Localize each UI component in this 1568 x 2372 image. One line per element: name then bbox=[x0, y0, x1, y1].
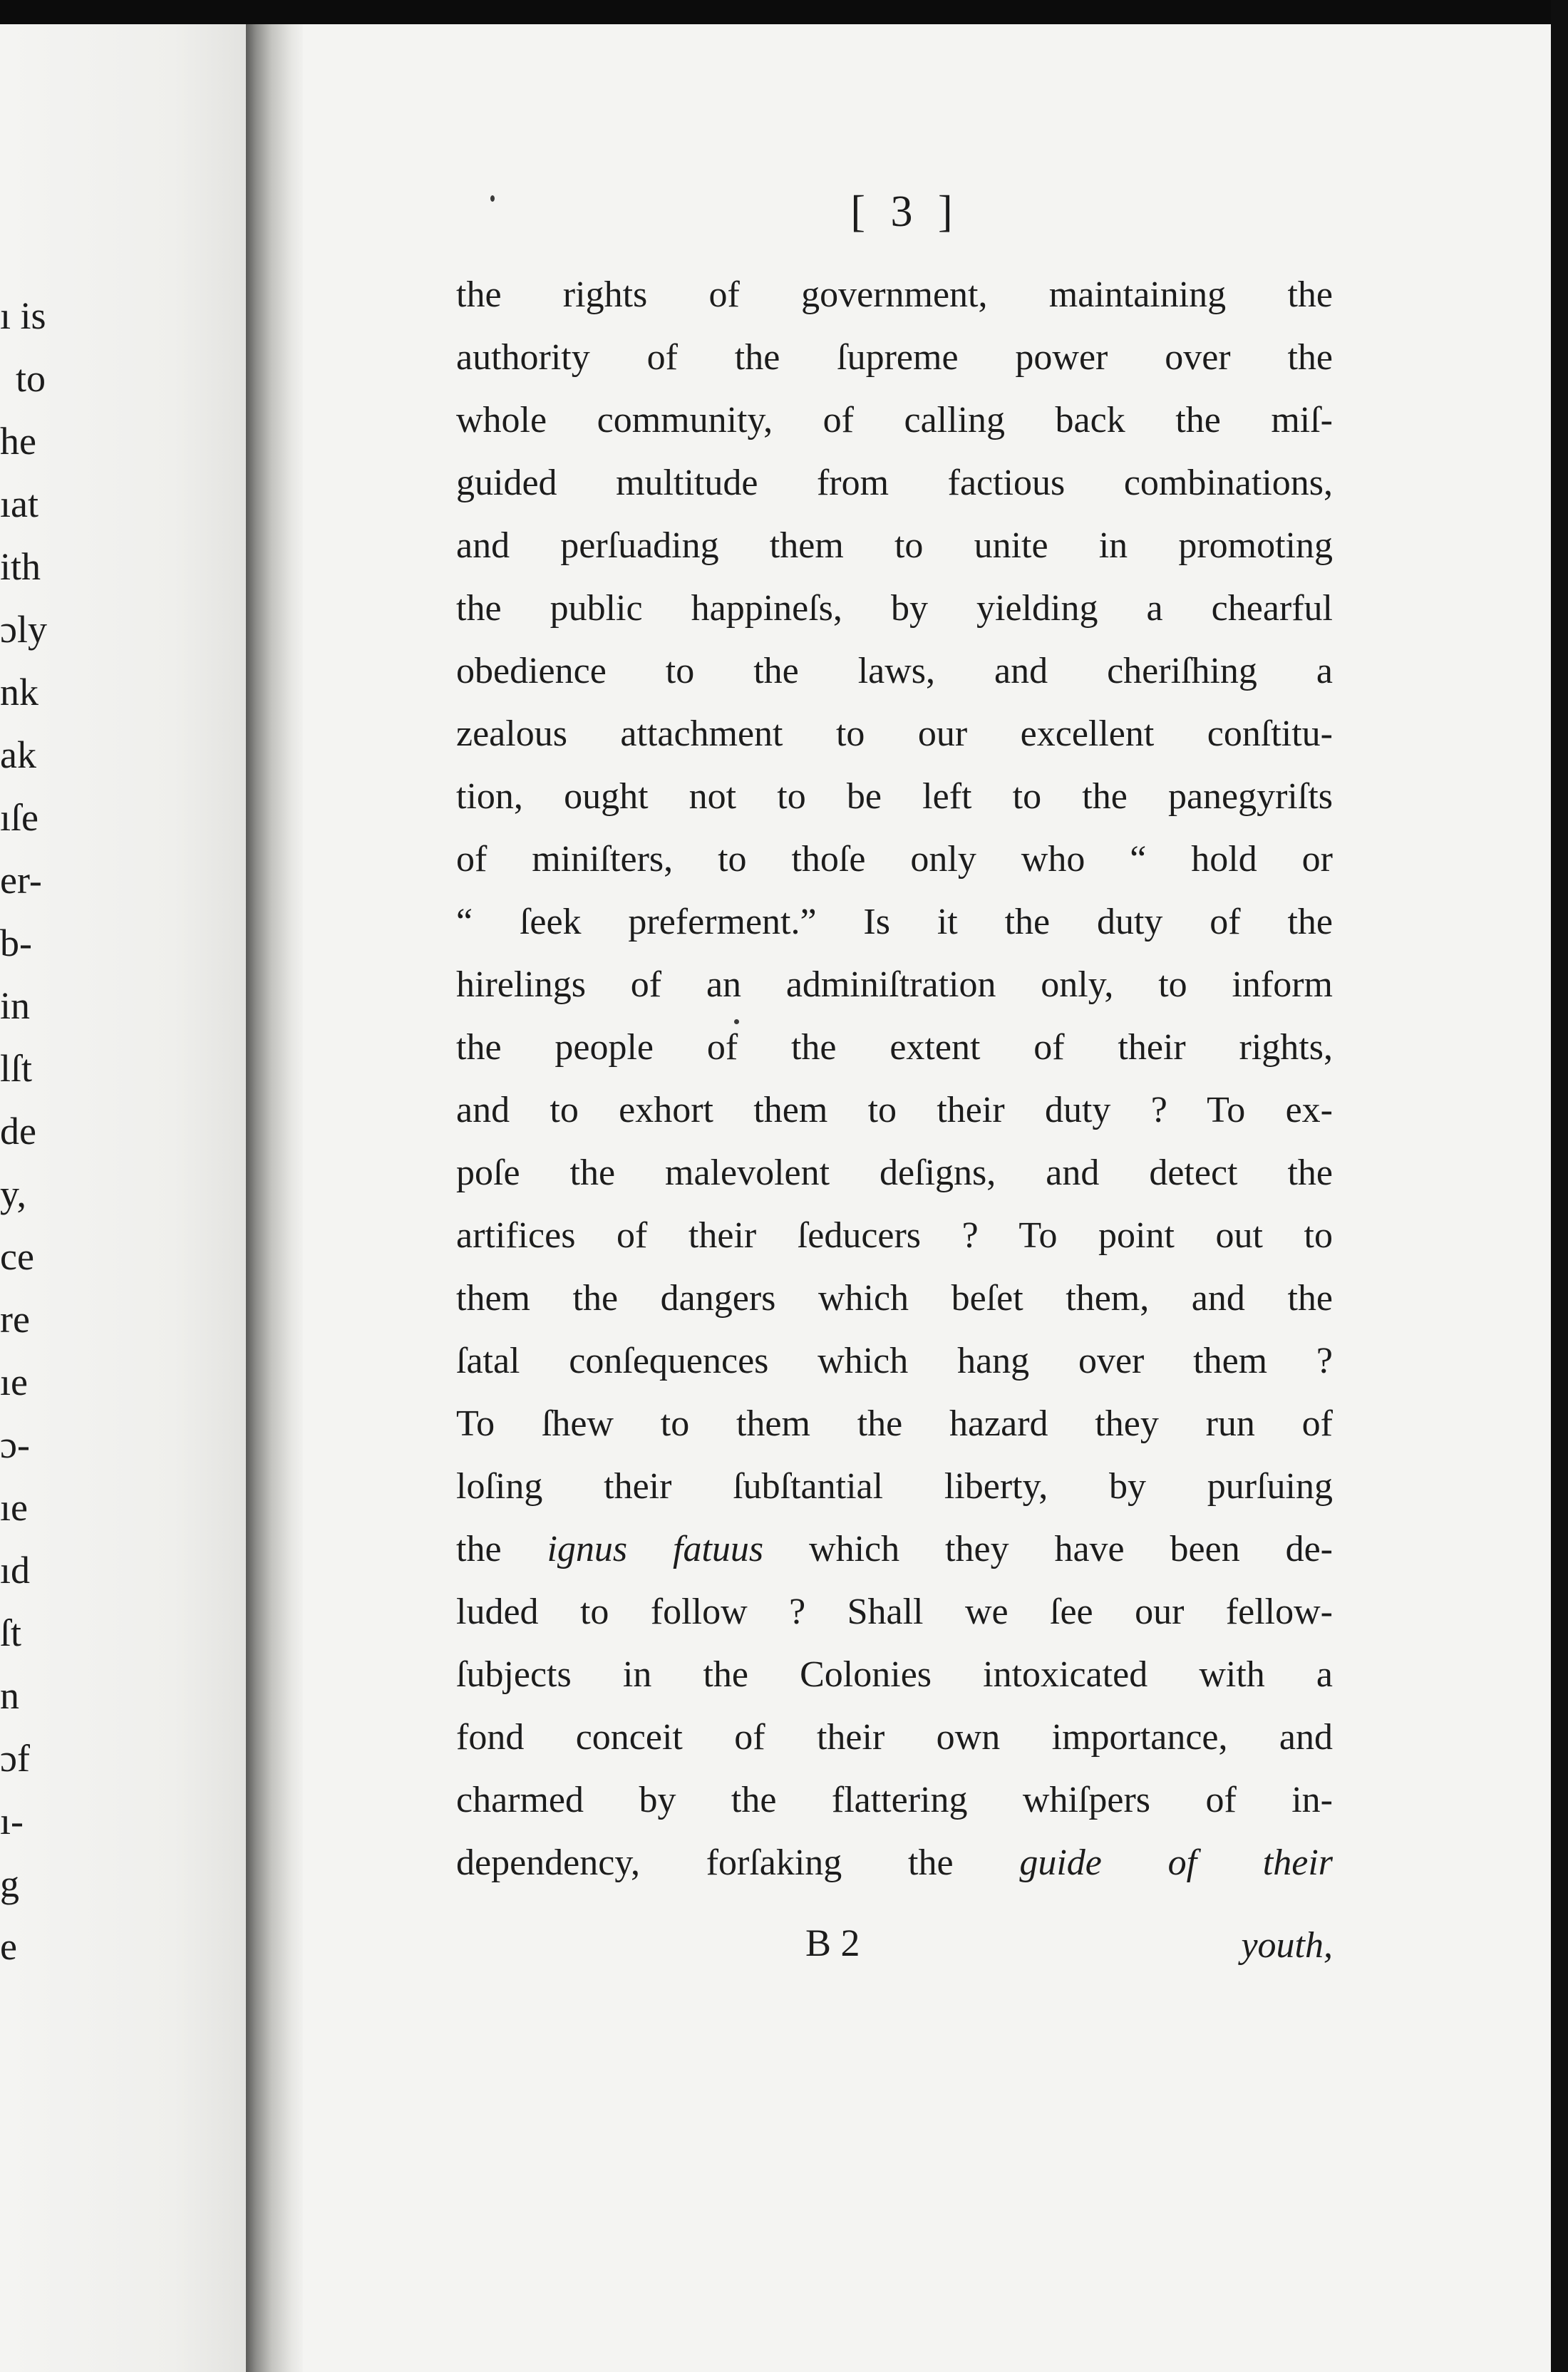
text-line: them the dangers which beſet them, and the bbox=[456, 1278, 1333, 1319]
fragment-line: ſt bbox=[0, 1612, 22, 1654]
fragment-line: lſt bbox=[0, 1047, 33, 1090]
text-line-with-italic bbox=[456, 1832, 1333, 1894]
fragment-line: ce bbox=[0, 1235, 34, 1278]
fragment-line: n bbox=[0, 1674, 19, 1717]
text-line: the people of the extent of their rights, bbox=[456, 1027, 1333, 1068]
fragment-line: de bbox=[0, 1110, 36, 1153]
fragment-line: ıd bbox=[0, 1549, 31, 1592]
text-line: hirelings of an adminiſtration only, to inform bbox=[456, 964, 1333, 1005]
fragment-line: ɔf bbox=[0, 1737, 30, 1780]
fragment-line: ı- bbox=[0, 1800, 24, 1842]
text-line: tion, ought not to be left to the panegyriſts bbox=[456, 776, 1333, 817]
text-span: dependency, forſaking the bbox=[456, 1842, 1020, 1883]
text-line: and to exhort them to their duty ? To ex- bbox=[456, 1090, 1333, 1130]
text-line: ſubjects in the Colonies intoxicated with a bbox=[456, 1654, 1333, 1695]
fragment-line: ıe bbox=[0, 1361, 28, 1403]
ink-speck bbox=[490, 195, 495, 202]
catchword: youth, bbox=[1241, 1925, 1333, 1966]
text-line: zealous attachment to our excellent conſtitu- bbox=[456, 713, 1333, 754]
fragment-line: ith bbox=[0, 545, 41, 588]
fragment-line: to bbox=[16, 357, 46, 400]
fragment-line: g bbox=[0, 1862, 19, 1905]
text-line: charmed by the flattering whiſpers of in- bbox=[456, 1780, 1333, 1820]
text-line: artifices of their ſeducers ? To point out to bbox=[456, 1215, 1333, 1256]
text-line: the rights of government, maintaining the bbox=[456, 274, 1333, 315]
facing-page-edge bbox=[0, 24, 249, 2372]
fragment-line: he bbox=[0, 420, 36, 463]
italic-phrase: ignus fatuus bbox=[547, 1529, 764, 1569]
text-line: ſatal conſequences which hang over them ? bbox=[456, 1341, 1333, 1381]
italic-phrase: guide of their bbox=[1019, 1842, 1333, 1883]
fragment-line: ɔ- bbox=[0, 1423, 30, 1466]
book-gutter-shadow bbox=[246, 24, 303, 2372]
fragment-line: re bbox=[0, 1298, 30, 1341]
scan-top-edge bbox=[0, 0, 1568, 24]
text-line: luded to follow ? Shall we ſee our fellow- bbox=[456, 1592, 1333, 1632]
text-line: and perſuading them to unite in promoting bbox=[456, 525, 1333, 566]
text-line: loſing their ſubſtantial liberty, by purſuing bbox=[456, 1466, 1333, 1507]
fragment-line: ıat bbox=[0, 483, 38, 525]
page-number-header: [ 3 ] bbox=[850, 187, 960, 236]
scan-right-edge bbox=[1551, 0, 1568, 2372]
text-span: which they have been de- bbox=[763, 1529, 1333, 1569]
fragment-line: ı is bbox=[0, 294, 46, 337]
text-line: authority of the ſupreme power over the bbox=[456, 337, 1333, 378]
page-body-text bbox=[456, 264, 1333, 1894]
fragment-line: e bbox=[0, 1925, 17, 1968]
text-line-with-italic bbox=[456, 1518, 1333, 1581]
text-line: To ſhew to them the hazard they run of bbox=[456, 1403, 1333, 1444]
text-line: fond conceit of their own importance, and bbox=[456, 1717, 1333, 1758]
fragment-line: er- bbox=[0, 859, 42, 902]
fragment-line: y, bbox=[0, 1172, 26, 1215]
fragment-line: b- bbox=[0, 922, 32, 964]
text-line: “ ſeek preferment.” Is it the duty of the bbox=[456, 902, 1333, 942]
fragment-line: in bbox=[0, 984, 31, 1027]
signature-mark: B 2 bbox=[805, 1922, 860, 1964]
fragment-line: ak bbox=[0, 733, 36, 776]
fragment-line: ɔly bbox=[0, 608, 47, 651]
text-line: obedience to the laws, and cheriſhing a bbox=[456, 651, 1333, 691]
text-line: the public happineſs, by yielding a chearful bbox=[456, 588, 1333, 629]
text-line: whole community, of calling back the miſ- bbox=[456, 400, 1333, 440]
text-line: of miniſters, to thoſe only who “ hold or bbox=[456, 839, 1333, 880]
fragment-line: ıe bbox=[0, 1486, 28, 1529]
facing-page-text-fragments bbox=[0, 284, 57, 1978]
fragment-line: ıſe bbox=[0, 796, 38, 839]
text-line: guided multitude from factious combinations, bbox=[456, 463, 1333, 503]
text-span: the bbox=[456, 1529, 547, 1569]
fragment-line: nk bbox=[0, 671, 38, 713]
text-line: poſe the malevolent deſigns, and detect the bbox=[456, 1153, 1333, 1193]
